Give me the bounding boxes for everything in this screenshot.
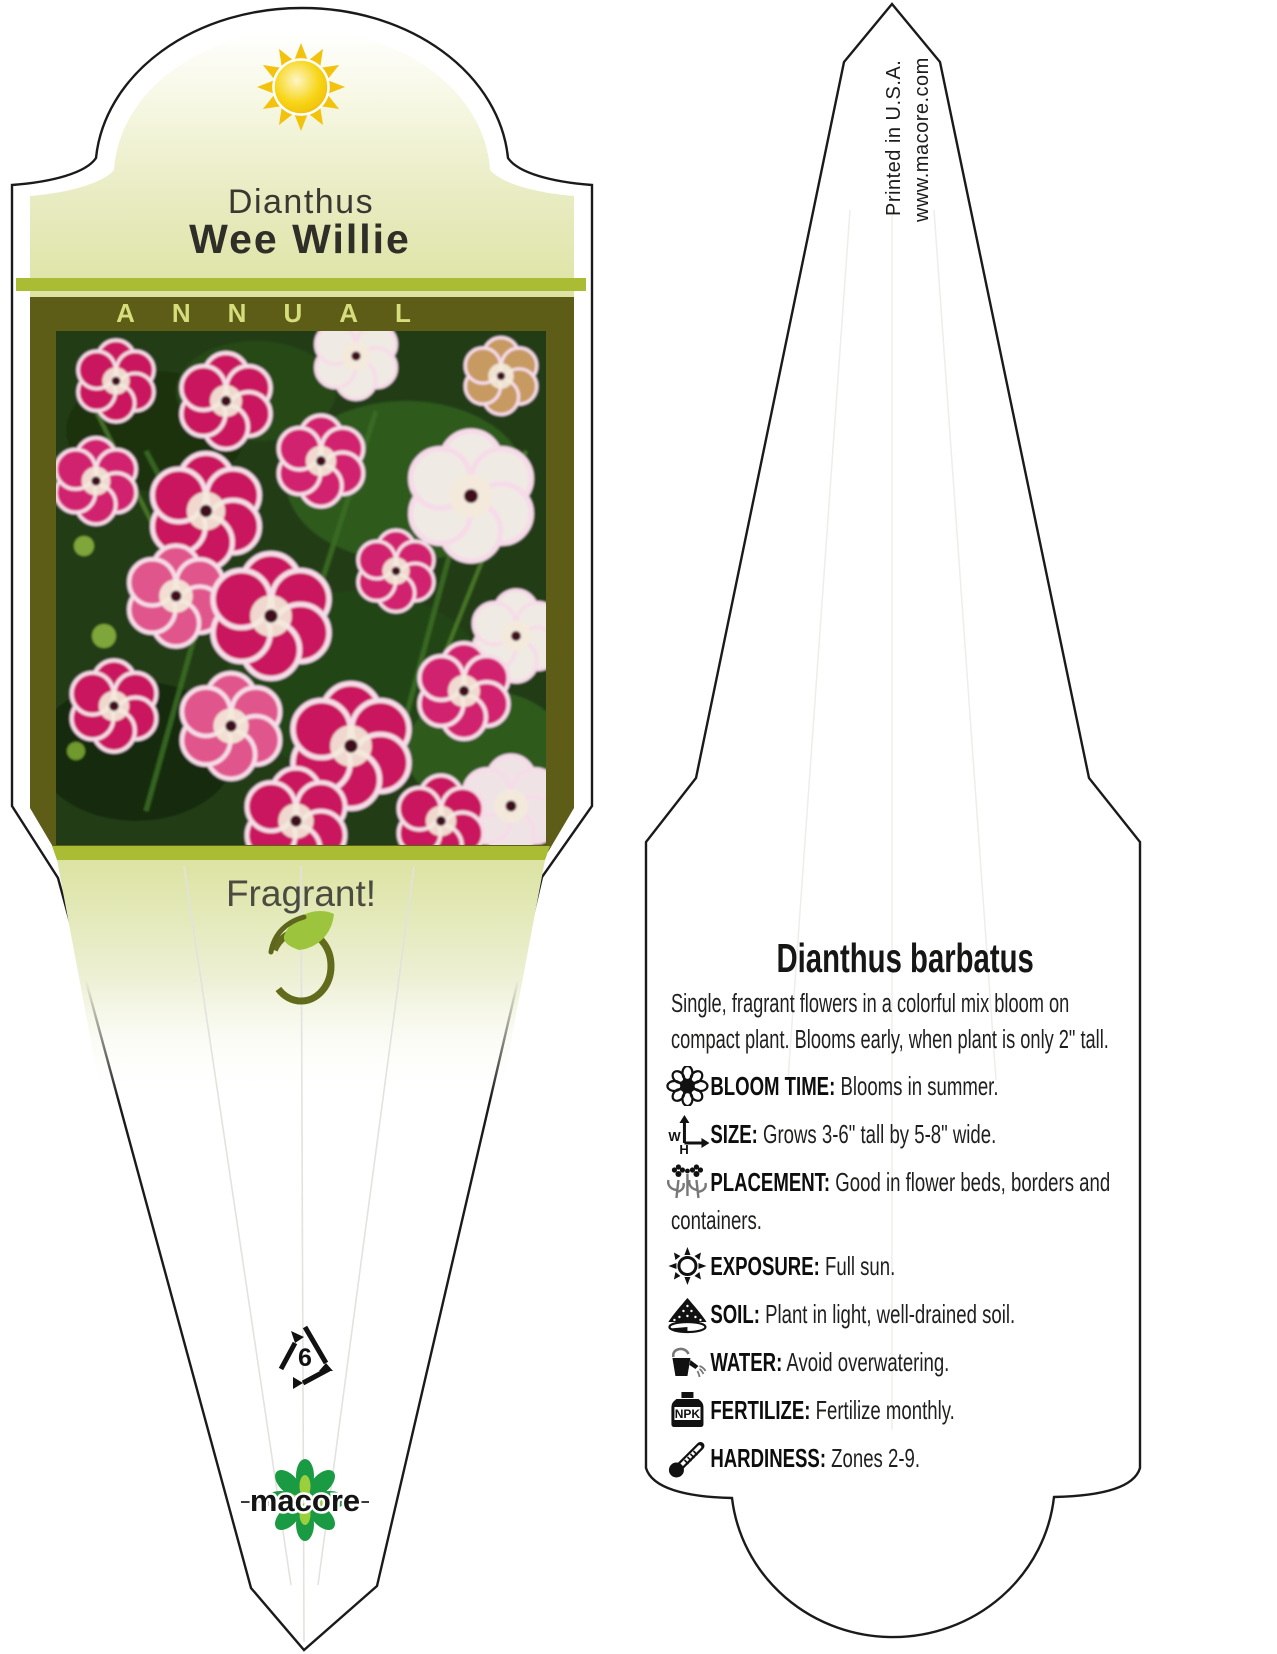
care-label: SOIL: <box>710 1299 760 1329</box>
bloom-time-flower-icon <box>671 1066 704 1106</box>
care-text: Plant in light, well-drained soil. <box>765 1299 1016 1329</box>
front-variety-title: Wee Willie <box>189 216 411 262</box>
care-text: Blooms in summer. <box>840 1071 999 1101</box>
front-green-band-top <box>16 278 586 291</box>
front-green-band-bottom <box>52 846 550 860</box>
care-item-hardiness <box>671 1438 1139 1478</box>
care-item-placement <box>671 1162 1139 1238</box>
recycle-number: 6 <box>298 1344 312 1372</box>
care-label: PLACEMENT: <box>710 1167 831 1197</box>
care-item-soil <box>671 1294 1139 1334</box>
care-item-fertilize <box>671 1390 1139 1430</box>
hardiness-thermometer-icon <box>671 1438 704 1478</box>
front-tagline: Fragrant! <box>225 873 377 914</box>
care-item-size <box>668 1114 1139 1154</box>
website-text: www.macore.com <box>911 57 933 222</box>
care-item-bloom-time <box>671 1066 1139 1106</box>
care-label: SIZE: <box>710 1119 758 1149</box>
care-text: Avoid overwatering. <box>786 1347 950 1377</box>
care-item-water <box>671 1342 1139 1382</box>
care-label: HARDINESS: <box>710 1443 827 1473</box>
care-text: Good in flower beds, borders and containers. <box>671 1167 1111 1235</box>
care-item-exposure <box>671 1246 1139 1286</box>
npk-label: NPK <box>674 1407 701 1421</box>
care-label: EXPOSURE: <box>710 1251 820 1281</box>
front-category-banner: ANNUAL <box>116 298 448 328</box>
care-text: Zones 2-9. <box>831 1443 921 1473</box>
care-text: Full sun. <box>825 1251 896 1281</box>
size-icon-width-letter: W <box>668 1129 681 1144</box>
brand-name: macore <box>249 1483 361 1518</box>
back-content <box>668 935 1139 1478</box>
botanical-name-heading: Dianthus barbatus <box>776 935 1034 981</box>
care-label: WATER: <box>710 1347 783 1377</box>
flower-photo <box>36 313 566 874</box>
water-can-icon <box>671 1342 704 1382</box>
placement-flowers-icon <box>671 1162 704 1202</box>
size-icon-height-letter: H <box>679 1142 689 1154</box>
plant-description: Single, fragrant flowers in a colorful mix bloom on compact plant. Blooms early, when plant is only 2" tall. <box>671 990 1109 1054</box>
front-species-title: Dianthus <box>227 183 375 221</box>
exposure-sun-icon <box>671 1246 704 1286</box>
size-dimensions-icon <box>668 1114 704 1154</box>
fertilize-npk-icon <box>671 1390 704 1430</box>
soil-pile-icon <box>671 1294 704 1334</box>
front-tag <box>12 8 592 1650</box>
care-text: Fertilize monthly. <box>815 1395 955 1425</box>
care-label: FERTILIZE: <box>710 1395 811 1425</box>
care-label: BLOOM TIME: <box>710 1071 836 1101</box>
printed-in-text: Printed in U.S.A. <box>883 59 905 216</box>
care-text: Grows 3-6" tall by 5-8" wide. <box>763 1119 997 1149</box>
